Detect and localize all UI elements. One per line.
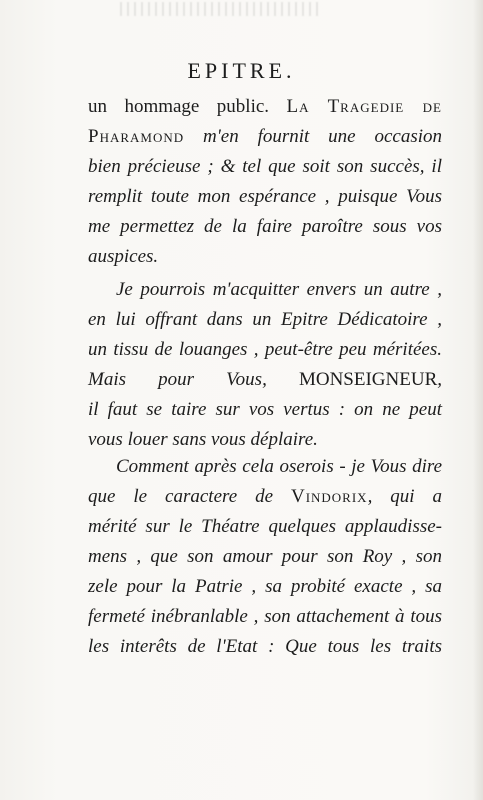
text-line: remplit toute mon espérance , puisque Vous (88, 186, 442, 207)
text-line: Mais pour Vous, MONSEIGNEUR, (88, 369, 442, 390)
paragraph-3 (88, 452, 442, 662)
text-line: mens , que son amour pour son Roy , son (88, 546, 442, 567)
text-line: me permettez de la faire paroître sous vos (88, 216, 442, 237)
text-line: Je pourrois m'acquitter envers un autre , (116, 279, 442, 300)
text-line: un hommage public. La Tragedie de (88, 96, 442, 117)
text-line: que le caractere de Vindorix, qui a (88, 486, 442, 507)
paragraph-1 (88, 92, 442, 272)
text-line: il faut se taire sur vos vertus : on ne peut (88, 399, 442, 420)
text-line: mérité sur le Théatre quelques applaudisse- (88, 516, 442, 537)
running-header: EPITRE. (187, 58, 296, 83)
text-line: vous louer sans vous déplaire. (88, 429, 318, 450)
page-edge-shadow (473, 0, 483, 800)
bleed-through-text (120, 2, 320, 16)
text-line: Comment après cela oserois - je Vous dire (116, 456, 442, 477)
text-line: bien précieuse ; & tel que soit son succès, il (88, 156, 442, 177)
text-line: en lui offrant dans un Epitre Dédicatoire , (88, 309, 442, 330)
text-line: les interêts de l'Etat : Que tous les traits (88, 636, 442, 657)
text-line: zele pour la Patrie , sa probité exacte , sa (88, 576, 442, 597)
paragraph-2 (88, 275, 442, 455)
text-line: fermeté inébranlable , son attachement à tous (88, 606, 442, 627)
text-line: un tissu de louanges , peut-être peu méritées. (88, 339, 442, 360)
text-line: auspices. (88, 246, 159, 267)
text-line: Pharamond m'en fournit une occasion (88, 126, 442, 147)
